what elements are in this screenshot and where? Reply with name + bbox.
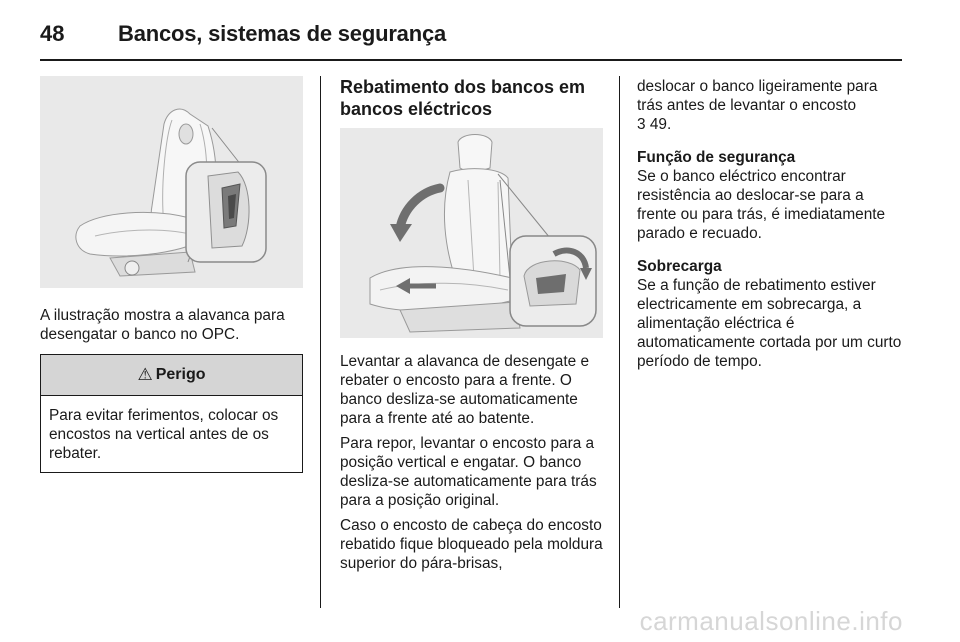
section-text-safety: Se o banco eléctrico encontrar resistência ao deslocar-se para a frente ou para trás, é imediatamente parado e recuado. — [637, 168, 886, 242]
section-title-safety: Função de segurança — [637, 149, 796, 166]
paragraph-1: Levantar a alavanca de desengate e rebater o encosto para a frente. O banco desliza-se automaticamente para a frente até ao batente. — [340, 353, 590, 427]
column-3 — [637, 77, 905, 371]
section-text-overload: Se a função de rebatimento estiver electricamente em sobrecarga, a alimentação eléctrica é automaticamente cortada por um curto período de tempo. — [637, 277, 902, 370]
page-title: Bancos, sistemas de segurança — [118, 21, 447, 46]
section-heading: Rebatimento dos bancos em bancos eléctricos — [340, 77, 586, 119]
reference-arrow-icon: 3 — [637, 116, 646, 133]
electric-seat-illustration — [340, 128, 603, 338]
column-2 — [340, 76, 603, 573]
column-divider-1 — [320, 76, 321, 608]
page-header — [40, 16, 446, 52]
continuation-text — [637, 77, 905, 134]
warning-text: Para evitar ferimentos, colocar os encostos na vertical antes de os rebater. — [49, 407, 279, 462]
column-1 — [40, 76, 303, 473]
danger-warning-box — [40, 354, 303, 473]
opc-seat-illustration — [40, 76, 303, 288]
watermark: carmanualsonline.info — [639, 606, 903, 636]
reference-page-number: 49. — [649, 116, 672, 133]
warning-body — [41, 396, 302, 472]
column-divider-2 — [619, 76, 620, 608]
warning-header — [41, 355, 302, 396]
page-reference[interactable] — [637, 116, 671, 133]
figure-caption: A ilustração mostra a alavanca para desengatar o banco no OPC. — [40, 307, 285, 343]
section-title-overload: Sobrecarga — [637, 258, 722, 275]
page-number: 48 — [40, 21, 65, 46]
warning-triangle-icon: ⚠ — [137, 365, 153, 384]
paragraph-3: Caso o encosto de cabeça do encosto rebatido fique bloqueado pela moldura superior do pára-brisas, — [340, 517, 603, 572]
header-rule — [40, 59, 902, 61]
paragraph-2: Para repor, levantar o encosto para a posição vertical e engatar. O banco desliza-se automaticamente para trás para a posição original. — [340, 435, 597, 509]
continuation-body: deslocar o banco ligeiramente para trás antes de levantar o encosto — [637, 78, 878, 114]
warning-title: Perigo — [155, 366, 206, 383]
